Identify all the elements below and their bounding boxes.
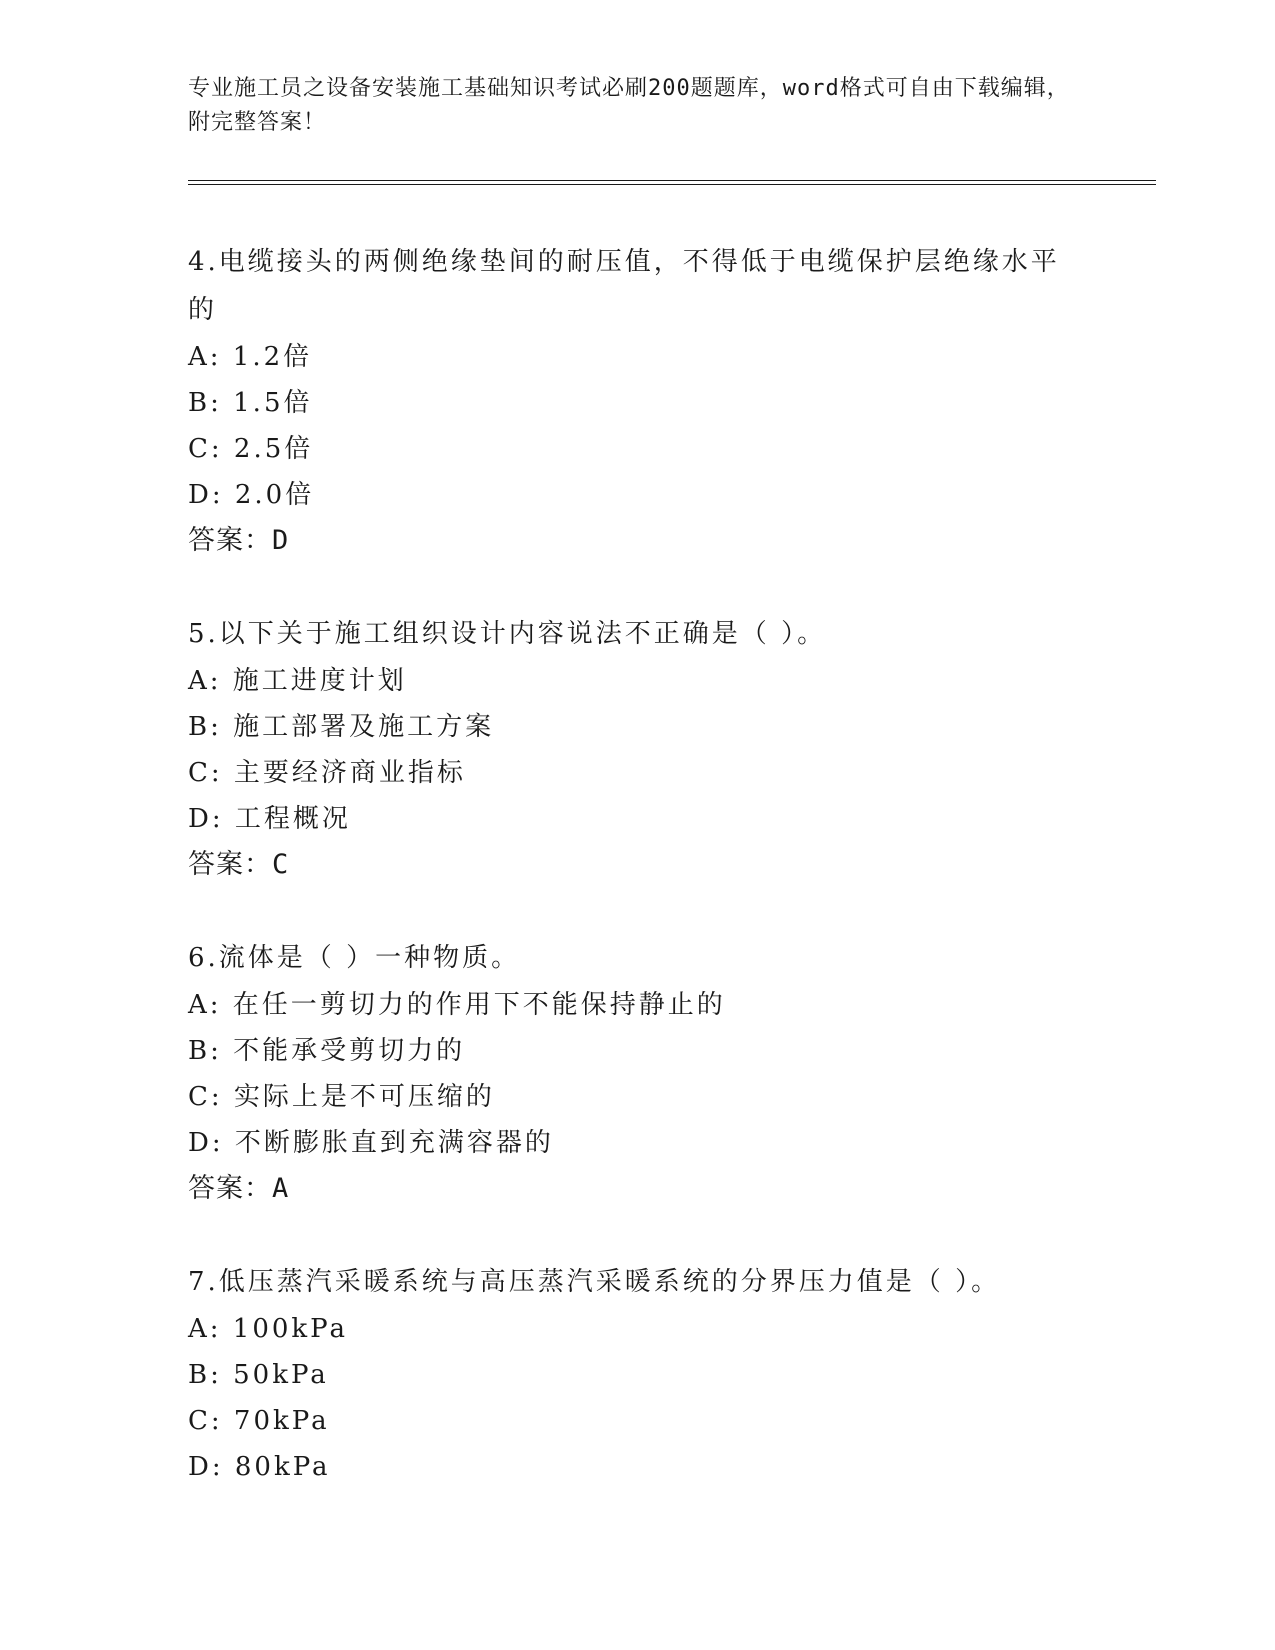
option-b: B: 1.5倍	[188, 388, 313, 418]
option-b: B: 施工部署及施工方案	[188, 712, 495, 742]
question-6	[188, 934, 1128, 1212]
header-divider-bottom	[188, 184, 1156, 185]
question-list	[188, 238, 1128, 1536]
document-header: 专业施工员之设备安装施工基础知识考试必刷200题题库，word格式可自由下载编辑，附完整答案！	[188, 76, 1070, 135]
option-c: C: 实际上是不可压缩的	[188, 1082, 495, 1112]
answer: 答案：C	[188, 849, 290, 880]
answer: 答案：D	[188, 525, 290, 556]
option-c: C: 主要经济商业指标	[188, 758, 466, 788]
option-c: C: 2.5倍	[188, 434, 314, 464]
option-a: A: 在任一剪切力的作用下不能保持静止的	[188, 990, 726, 1020]
question-7	[188, 1258, 1128, 1490]
option-a: A: 100kPa	[188, 1314, 349, 1344]
option-a: A: 1.2倍	[188, 342, 313, 372]
option-b: B: 不能承受剪切力的	[188, 1036, 466, 1066]
option-b: B: 50kPa	[188, 1360, 329, 1390]
question-5	[188, 610, 1128, 888]
question-title: 5.以下关于施工组织设计内容说法不正确是（ ）。	[188, 619, 827, 649]
option-d: D: 不断膨胀直到充满容器的	[188, 1128, 554, 1158]
option-d: D: 2.0倍	[188, 480, 315, 510]
question-title: 6.流体是（ ）一种物质。	[188, 943, 521, 973]
question-title: 7.低压蒸汽采暖系统与高压蒸汽采暖系统的分界压力值是（ ）。	[188, 1267, 1001, 1297]
answer: 答案：A	[188, 1173, 290, 1204]
option-d: D: 80kPa	[188, 1452, 331, 1482]
question-title: 4.电缆接头的两侧绝缘垫间的耐压值，不得低于电缆保护层绝缘水平的	[188, 247, 1060, 325]
question-4	[188, 238, 1128, 564]
header-divider-top	[188, 180, 1156, 181]
option-a: A: 施工进度计划	[188, 666, 407, 696]
option-c: C: 70kPa	[188, 1406, 330, 1436]
option-d: D: 工程概况	[188, 804, 351, 834]
